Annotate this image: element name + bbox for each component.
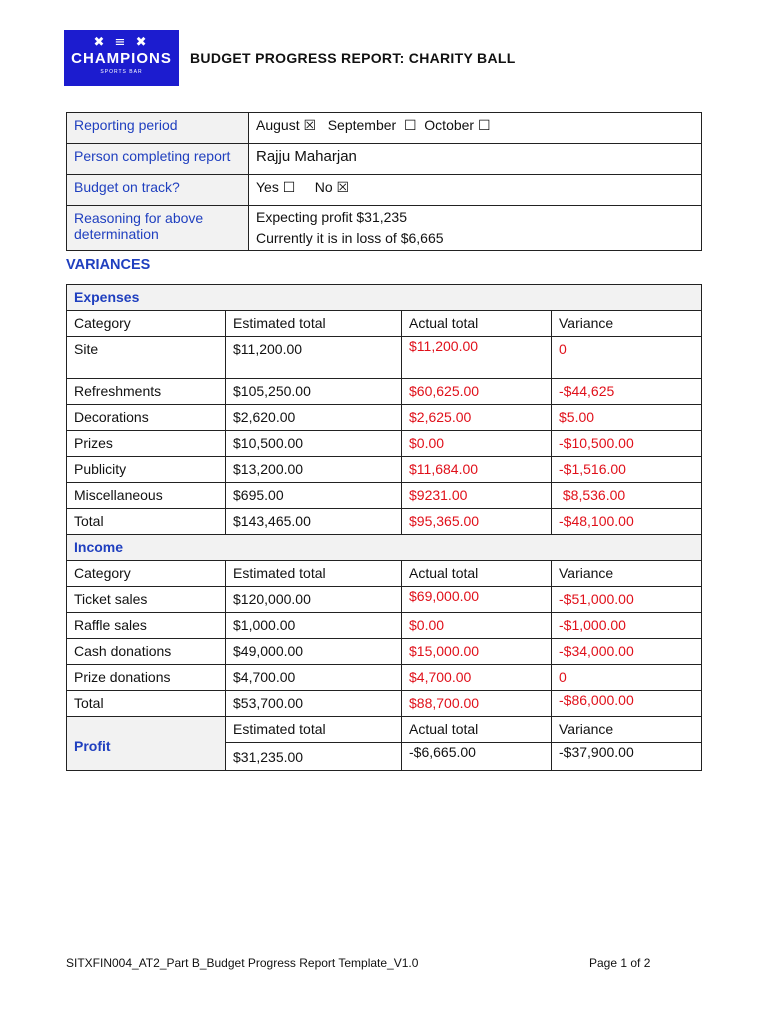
- reporting-period-value: August ☒ September ☐ October ☐: [249, 113, 702, 144]
- logo-marks: ✖ ≡ ✖: [93, 35, 150, 50]
- report-info-table: [66, 112, 702, 251]
- actual-cell: $69,000.00: [402, 587, 552, 613]
- table-row: [67, 665, 702, 691]
- income-section-row: [67, 535, 702, 561]
- logo-subtitle: SPORTS BAR: [100, 69, 143, 75]
- table-row: [67, 431, 702, 457]
- profit-estimated-cell: $31,235.00: [226, 743, 402, 771]
- column-header: Actual total: [402, 561, 552, 587]
- actual-cell: $0.00: [402, 613, 552, 639]
- table-row: [67, 639, 702, 665]
- category-cell: Decorations: [67, 405, 226, 431]
- variance-cell: -$1,516.00: [552, 457, 702, 483]
- column-header: Actual total: [402, 311, 552, 337]
- reasoning-value-line: Expecting profit $31,235: [256, 209, 407, 225]
- expenses-section-row: [67, 285, 702, 311]
- table-row: [67, 483, 702, 509]
- category-cell: Prizes: [67, 431, 226, 457]
- table-row: [67, 613, 702, 639]
- person-value: Rajju Maharjan: [249, 144, 702, 175]
- reasoning-value-line: Currently it is in loss of $6,665: [256, 230, 444, 246]
- info-row: [67, 175, 702, 206]
- table-row: [67, 457, 702, 483]
- estimated-cell: $11,200.00: [226, 337, 402, 379]
- variances-table: [66, 284, 702, 771]
- on-track-value: Yes ☐ No ☒: [249, 175, 702, 206]
- actual-cell: $4,700.00: [402, 665, 552, 691]
- actual-cell: $11,684.00: [402, 457, 552, 483]
- profit-actual-cell: -$6,665.00: [402, 743, 552, 771]
- estimated-cell: $53,700.00: [226, 691, 402, 717]
- column-header: Category: [67, 311, 226, 337]
- variance-cell: -$10,500.00: [552, 431, 702, 457]
- estimated-cell: $13,200.00: [226, 457, 402, 483]
- variance-cell: -$48,100.00: [552, 509, 702, 535]
- variance-cell: $5.00: [552, 405, 702, 431]
- category-cell: Refreshments: [67, 379, 226, 405]
- estimated-cell: $695.00: [226, 483, 402, 509]
- reasoning-label: [67, 206, 249, 251]
- category-cell: Site: [67, 337, 226, 379]
- total-row: [67, 509, 702, 535]
- category-cell: Publicity: [67, 457, 226, 483]
- reasoning-label-line: Reasoning for above: [74, 210, 204, 226]
- reasoning-label-line: determination: [74, 226, 159, 242]
- category-cell: Cash donations: [67, 639, 226, 665]
- variance-cell: 0: [552, 337, 702, 379]
- category-cell: Total: [67, 509, 226, 535]
- estimated-cell: $49,000.00: [226, 639, 402, 665]
- column-header: Category: [67, 561, 226, 587]
- actual-cell: $2,625.00: [402, 405, 552, 431]
- person-label: Person completing report: [67, 144, 249, 175]
- actual-cell: $11,200.00: [402, 337, 552, 379]
- estimated-cell: $1,000.00: [226, 613, 402, 639]
- reasoning-value: [249, 206, 702, 251]
- income-section-label: Income: [67, 535, 702, 561]
- variances-heading: VARIANCES: [66, 257, 151, 273]
- category-cell: Raffle sales: [67, 613, 226, 639]
- category-cell: Prize donations: [67, 665, 226, 691]
- footer-page-number: Page 1 of 2: [589, 956, 651, 970]
- estimated-cell: $105,250.00: [226, 379, 402, 405]
- estimated-cell: $143,465.00: [226, 509, 402, 535]
- actual-cell: $88,700.00: [402, 691, 552, 717]
- page-title: BUDGET PROGRESS REPORT: CHARITY BALL: [190, 50, 516, 66]
- actual-cell: $95,365.00: [402, 509, 552, 535]
- table-row: [67, 587, 702, 613]
- variance-cell: $8,536.00: [552, 483, 702, 509]
- table-row: [67, 405, 702, 431]
- column-header: Variance: [552, 717, 702, 743]
- variance-cell: -$34,000.00: [552, 639, 702, 665]
- estimated-cell: $2,620.00: [226, 405, 402, 431]
- table-row: [67, 337, 702, 379]
- category-cell: Total: [67, 691, 226, 717]
- info-row: [67, 113, 702, 144]
- total-row: [67, 691, 702, 717]
- variance-cell: -$1,000.00: [552, 613, 702, 639]
- column-header: Estimated total: [226, 561, 402, 587]
- expenses-header-row: [67, 311, 702, 337]
- variance-cell: -$86,000.00: [552, 691, 702, 717]
- info-row: [67, 144, 702, 175]
- category-cell: Ticket sales: [67, 587, 226, 613]
- profit-variance-cell: -$37,900.00: [552, 743, 702, 771]
- logo-wordmark: CHAMPIONS: [71, 50, 172, 67]
- expenses-section-label: Expenses: [67, 285, 702, 311]
- actual-cell: $15,000.00: [402, 639, 552, 665]
- estimated-cell: $120,000.00: [226, 587, 402, 613]
- column-header: Actual total: [402, 717, 552, 743]
- profit-label: Profit: [67, 717, 226, 771]
- column-header: Estimated total: [226, 717, 402, 743]
- actual-cell: $9231.00: [402, 483, 552, 509]
- footer-document-id: SITXFIN004_AT2_Part B_Budget Progress Report Template_V1.0: [66, 956, 419, 970]
- actual-cell: $0.00: [402, 431, 552, 457]
- table-row: [67, 379, 702, 405]
- income-header-row: [67, 561, 702, 587]
- on-track-label: Budget on track?: [67, 175, 249, 206]
- variance-cell: 0: [552, 665, 702, 691]
- variance-cell: -$51,000.00: [552, 587, 702, 613]
- column-header: Variance: [552, 561, 702, 587]
- reporting-period-label: Reporting period: [67, 113, 249, 144]
- column-header: Variance: [552, 311, 702, 337]
- info-row: [67, 206, 702, 251]
- estimated-cell: $4,700.00: [226, 665, 402, 691]
- column-header: Estimated total: [226, 311, 402, 337]
- category-cell: Miscellaneous: [67, 483, 226, 509]
- champions-logo: [64, 30, 179, 86]
- estimated-cell: $10,500.00: [226, 431, 402, 457]
- actual-cell: $60,625.00: [402, 379, 552, 405]
- profit-header-row: [67, 717, 702, 743]
- variance-cell: -$44,625: [552, 379, 702, 405]
